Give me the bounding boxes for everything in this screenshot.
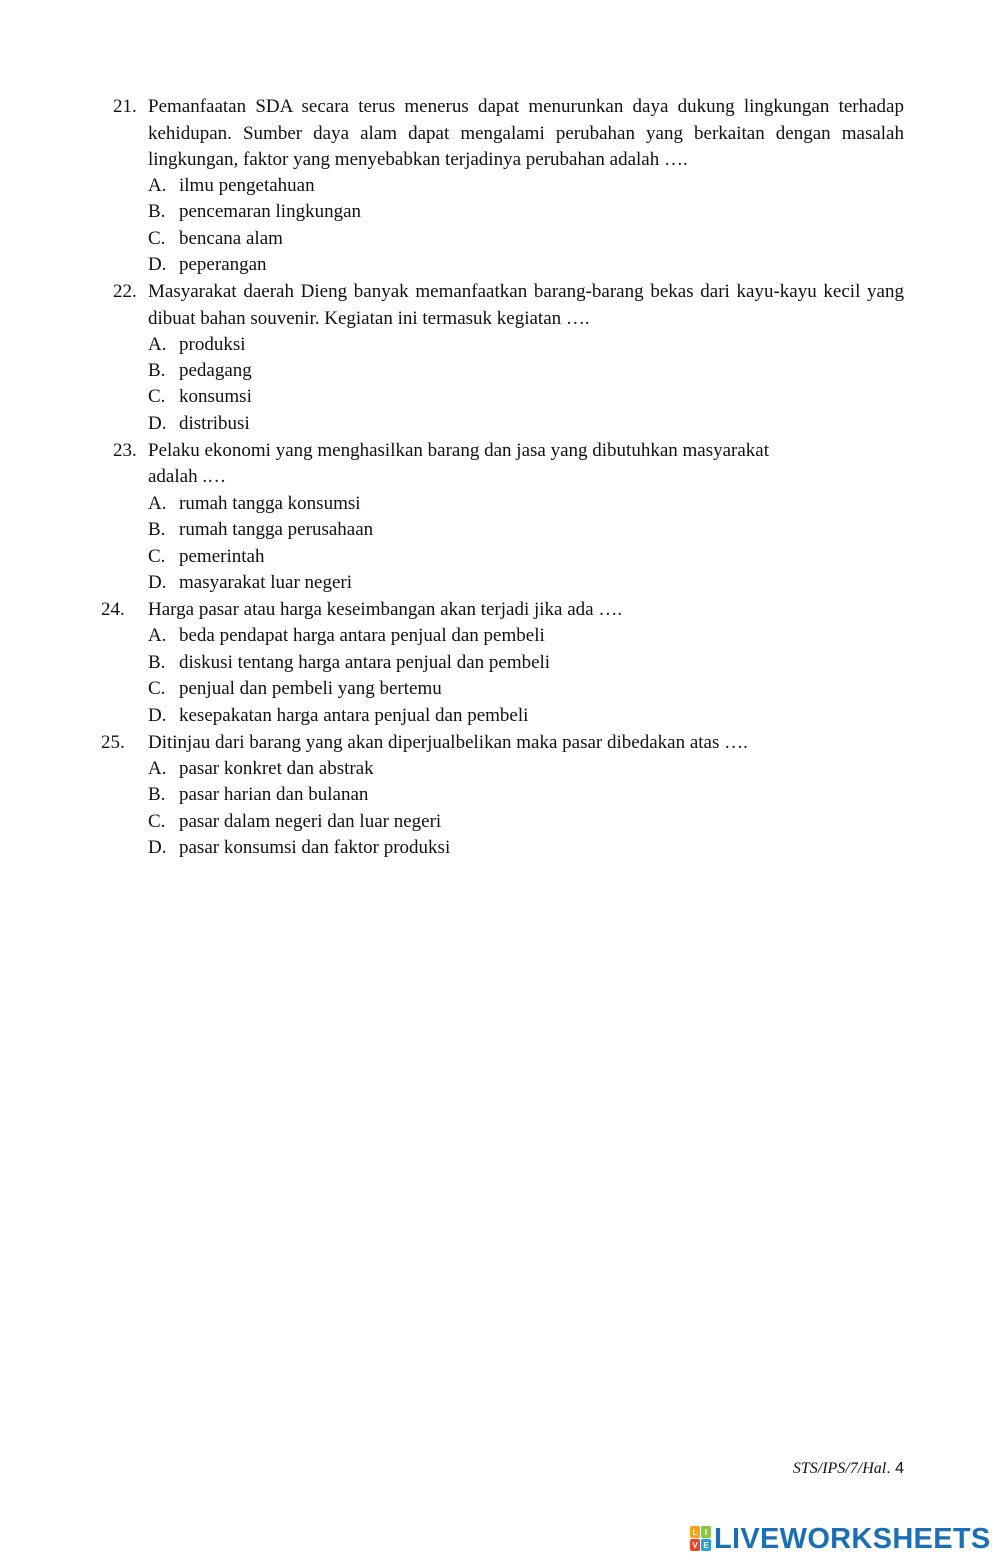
- option-text: beda pendapat harga antara penjual dan pembeli: [179, 625, 545, 646]
- question-24-option-c[interactable]: [148, 676, 442, 703]
- option-letter: A.: [148, 625, 167, 646]
- option-text: rumah tangga perusahaan: [179, 519, 374, 540]
- page-footer: [793, 1460, 904, 1478]
- question-23-text-line1: Pelaku ekonomi yang menghasilkan barang dan jasa yang dibutuhkan masyarakat: [148, 440, 770, 461]
- question-23-text-line2: adalah .…: [148, 466, 227, 487]
- option-letter: D.: [148, 254, 167, 275]
- option-letter: C.: [148, 546, 166, 567]
- option-letter: B.: [148, 360, 166, 381]
- question-24-option-a[interactable]: [148, 623, 545, 650]
- option-text: pencemaran lingkungan: [179, 201, 362, 222]
- question-23-option-c[interactable]: [148, 544, 264, 571]
- question-25-number: 25.: [101, 732, 125, 753]
- question-21-number: 21.: [113, 96, 137, 117]
- option-text: pasar dalam negeri dan luar negeri: [179, 811, 442, 832]
- footer-code: STS/IPS/7/Hal: [792, 1460, 887, 1477]
- liveworksheets-icon: [690, 1526, 712, 1552]
- option-text: masyarakat luar negeri: [179, 572, 353, 593]
- question-22-option-a[interactable]: [148, 332, 246, 359]
- option-text: rumah tangga konsumsi: [179, 493, 361, 514]
- svg-text:E: E: [703, 1541, 709, 1550]
- option-letter: A.: [148, 758, 167, 779]
- option-letter: D.: [148, 705, 167, 726]
- option-text: kesepakatan harga antara penjual dan pembeli: [179, 705, 529, 726]
- option-text: penjual dan pembeli yang bertemu: [179, 678, 442, 699]
- option-letter: D.: [148, 413, 167, 434]
- option-letter: A.: [148, 493, 167, 514]
- question-23-number: 23.: [113, 440, 137, 461]
- option-text: pasar konkret dan abstrak: [179, 758, 374, 779]
- question-21-option-d[interactable]: [148, 252, 267, 279]
- option-letter: C.: [148, 386, 166, 407]
- option-text: produksi: [179, 334, 246, 355]
- question-21-option-b[interactable]: [148, 199, 361, 226]
- question-25-text: Ditinjau dari barang yang akan diperjualbelikan maka pasar dibedakan atas ….: [148, 732, 748, 753]
- option-letter: B.: [148, 784, 166, 805]
- option-text: pasar konsumsi dan faktor produksi: [179, 837, 451, 858]
- option-text: diskusi tentang harga antara penjual dan pembeli: [179, 652, 551, 673]
- question-23-option-b[interactable]: [148, 517, 373, 544]
- question-22-text: Masyarakat daerah Dieng banyak memanfaatkan barang-barang bekas dari kayu-kayu kecil yang dibuat bahan souvenir. Kegiatan ini termasuk kegiatan ….: [148, 281, 904, 329]
- option-letter: C.: [148, 811, 166, 832]
- footer-page-number: . 4: [886, 1460, 904, 1477]
- svg-text:I: I: [704, 1528, 708, 1537]
- question-25-option-d[interactable]: [148, 835, 450, 862]
- question-25-option-c[interactable]: [148, 809, 441, 836]
- option-letter: A.: [148, 334, 167, 355]
- option-text: pedagang: [179, 360, 252, 381]
- question-21-option-c[interactable]: [148, 226, 283, 253]
- question-22-option-b[interactable]: [148, 358, 252, 385]
- question-22-number: 22.: [113, 281, 137, 302]
- option-text: pasar harian dan bulanan: [179, 784, 369, 805]
- option-letter: A.: [148, 175, 167, 196]
- svg-text:L: L: [692, 1528, 698, 1537]
- option-letter: D.: [148, 837, 167, 858]
- option-text: peperangan: [179, 254, 267, 275]
- question-25-option-a[interactable]: [148, 756, 374, 783]
- question-23-option-d[interactable]: [148, 570, 352, 597]
- question-24-option-b[interactable]: [148, 650, 550, 677]
- liveworksheets-wordmark: LIVEWORKSHEETS: [714, 1523, 991, 1555]
- question-24-option-d[interactable]: [148, 703, 528, 730]
- option-text: pemerintah: [179, 546, 265, 567]
- question-24-text: Harga pasar atau harga keseimbangan akan terjadi jika ada ….: [148, 599, 623, 620]
- option-letter: B.: [148, 201, 166, 222]
- option-text: konsumsi: [179, 386, 252, 407]
- question-22-option-d[interactable]: [148, 411, 250, 438]
- option-letter: B.: [148, 519, 166, 540]
- liveworksheets-logo[interactable]: [690, 1523, 991, 1555]
- question-24-number: 24.: [101, 599, 125, 620]
- option-text: ilmu pengetahuan: [179, 175, 315, 196]
- svg-text:V: V: [692, 1541, 698, 1550]
- option-letter: D.: [148, 572, 167, 593]
- question-21-option-a[interactable]: [148, 173, 315, 200]
- option-text: distribusi: [179, 413, 250, 434]
- question-25-option-b[interactable]: [148, 782, 368, 809]
- option-letter: B.: [148, 652, 166, 673]
- option-letter: C.: [148, 678, 166, 699]
- option-letter: C.: [148, 228, 166, 249]
- question-22-option-c[interactable]: [148, 384, 252, 411]
- question-23-option-a[interactable]: [148, 491, 361, 518]
- question-21-text: Pemanfaatan SDA secara terus menerus dapat menurunkan daya dukung lingkungan terhadap kehidupan. Sumber daya alam dapat mengalami perubahan yang berkaitan dengan masalah lingkungan, faktor yang menyebabkan terjadinya perubahan adalah ….: [148, 96, 904, 170]
- option-text: bencana alam: [179, 228, 283, 249]
